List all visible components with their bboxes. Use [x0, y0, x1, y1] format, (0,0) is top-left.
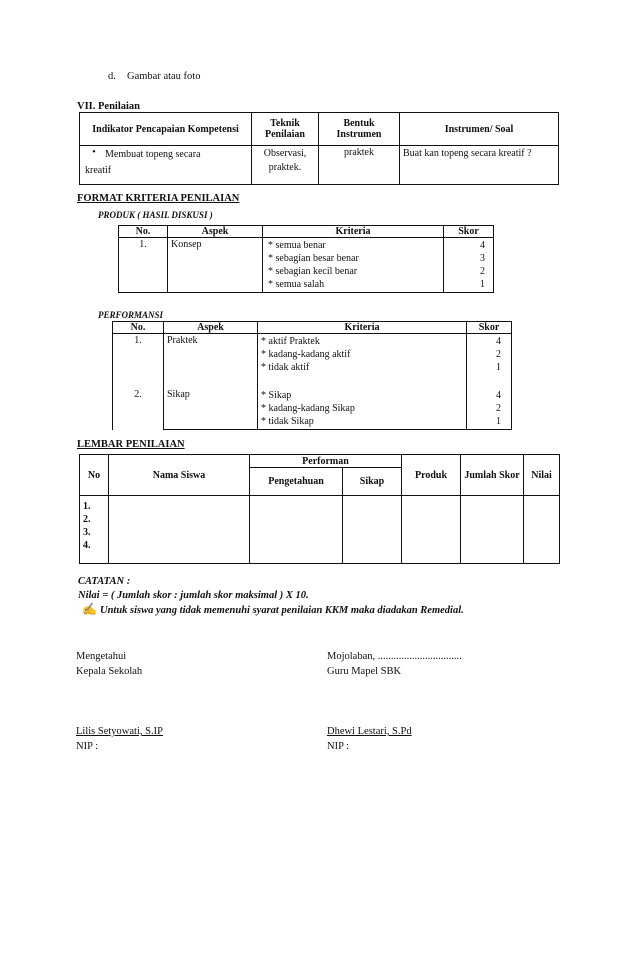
produk-title: PRODUK ( HASIL DISKUSI )	[98, 210, 213, 220]
perf-cell-skor	[467, 334, 512, 430]
perf-no-1: 1.	[134, 335, 142, 346]
lembar-header-nama: Nama Siswa	[109, 455, 250, 496]
signature-left-name-block	[76, 724, 163, 754]
lembar-cell-no	[80, 496, 109, 564]
penilaian-table	[79, 112, 559, 185]
skor-line: 1	[480, 279, 485, 290]
cell-instrumen: Buat kan topeng secara kreatif ?	[400, 146, 559, 185]
kriteria-line: * aktif Praktek	[261, 336, 320, 347]
lembar-no: 3.	[83, 527, 91, 538]
lembar-cell-nilai	[524, 496, 560, 564]
lembar-header-produk: Produk	[402, 455, 461, 496]
performansi-title: PERFORMANSI	[98, 310, 164, 320]
header-teknik: Teknik Penilaian	[252, 113, 319, 146]
skor-line: 3	[480, 253, 485, 264]
skor-line: 4	[496, 390, 501, 401]
perf-cell-kriteria	[258, 334, 467, 430]
produk-cell-aspek: Konsep	[168, 238, 263, 293]
signature-right-nip: NIP :	[327, 741, 350, 752]
signature-right-line2: Guru Mapel SBK	[327, 666, 402, 677]
kriteria-line: * semua salah	[268, 279, 325, 290]
lembar-header-pengetahuan: Pengetahuan	[250, 468, 343, 496]
signature-right-name-block	[327, 724, 412, 754]
lembar-header-jumlah: Jumlah Skor	[461, 455, 524, 496]
produk-cell-no: 1.	[119, 238, 168, 293]
perf-header-no: No.	[113, 322, 164, 334]
skor-line: 2	[496, 349, 501, 360]
produk-header-no: No.	[119, 226, 168, 238]
produk-cell-skor	[444, 238, 494, 293]
kriteria-line: * semua benar	[268, 240, 326, 251]
perf-cell-no	[113, 334, 164, 430]
kriteria-line: * sebagian kecil benar	[268, 266, 358, 277]
lembar-cell-pengetahuan	[250, 496, 343, 564]
lembar-header-nilai: Nilai	[524, 455, 560, 496]
cell-bentuk: praktek	[319, 146, 400, 185]
signature-left-line2: Kepala Sekolah	[76, 666, 143, 677]
perf-aspek-1: Praktek	[167, 335, 198, 346]
catatan-remedial: Untuk siswa yang tidak memenuhi syarat penilaian KKM maka diadakan Remedial.	[100, 605, 464, 616]
produk-header-kriteria: Kriteria	[263, 226, 444, 238]
performansi-table	[112, 321, 512, 430]
kriteria-line: * sebagian besar benar	[268, 253, 359, 264]
skor-line: 1	[496, 362, 501, 373]
signature-left-name: Lilis Setyowati, S.IP	[76, 726, 163, 737]
header-bentuk: Bentuk Instrumen	[319, 113, 400, 146]
lembar-no: 4.	[83, 540, 91, 551]
lembar-no: 2.	[83, 514, 91, 525]
kriteria-line: * kadang-kadang Sikap	[261, 403, 355, 414]
kriteria-line: * Sikap	[261, 390, 292, 401]
catatan-formula: Nilai = ( Jumlah skor : jumlah skor maksimal ) X 10.	[78, 590, 309, 601]
produk-header-aspek: Aspek	[168, 226, 263, 238]
catatan-title: CATATAN :	[78, 576, 131, 587]
lembar-header-sikap: Sikap	[343, 468, 402, 496]
signature-left-nip: NIP :	[76, 741, 99, 752]
lembar-header-no: No	[80, 455, 109, 496]
perf-cell-aspek	[164, 334, 258, 430]
kriteria-line: * tidak aktif	[261, 362, 310, 373]
signature-right-name: Dhewi Lestari, S.Pd	[327, 726, 412, 737]
format-title: FORMAT KRITERIA PENILAIAN	[77, 193, 240, 204]
produk-cell-kriteria	[263, 238, 444, 293]
produk-table	[118, 225, 494, 293]
lembar-header-performan: Performan	[250, 455, 402, 468]
produk-header-skor: Skor	[444, 226, 494, 238]
header-instrumen: Instrumen/ Soal	[400, 113, 559, 146]
skor-line: 4	[480, 240, 485, 251]
lembar-no: 1.	[83, 501, 91, 512]
cell-teknik: Observasi, praktek.	[252, 146, 319, 185]
lembar-cell-jumlah	[461, 496, 524, 564]
header-indikator: Indikator Pencapaian Kompetensi	[80, 113, 252, 146]
perf-header-kriteria: Kriteria	[258, 322, 467, 334]
kriteria-line: * kadang-kadang aktif	[261, 349, 351, 360]
cell-indikator	[80, 146, 252, 185]
skor-line: 2	[496, 403, 501, 414]
skor-line: 1	[496, 416, 501, 427]
skor-line: 2	[480, 266, 485, 277]
lembar-table	[79, 454, 560, 564]
perf-header-aspek: Aspek	[164, 322, 258, 334]
perf-header-skor: Skor	[467, 322, 512, 334]
kriteria-line: * tidak Sikap	[261, 416, 314, 427]
signature-right	[327, 649, 462, 679]
section-vii-title: VII. Penilaian	[77, 101, 141, 112]
lembar-cell-sikap	[343, 496, 402, 564]
bullet-icon: •	[92, 147, 96, 158]
list-marker-d: d.	[108, 71, 116, 82]
writing-hand-icon: ✍	[82, 602, 97, 616]
skor-line: 4	[496, 336, 501, 347]
signature-right-line1: Mojolaban, ................................	[327, 651, 462, 662]
indikator-text: Membuat topeng secara kreatif	[85, 149, 201, 176]
list-item-gambar: Gambar atau foto	[127, 71, 201, 82]
lembar-cell-produk	[402, 496, 461, 564]
perf-no-2: 2.	[134, 389, 142, 400]
lembar-title: LEMBAR PENILAIAN	[77, 439, 185, 450]
signature-left-line1: Mengetahui	[76, 651, 127, 662]
perf-aspek-2: Sikap	[167, 389, 190, 400]
signature-left	[76, 649, 142, 679]
lembar-cell-nama	[109, 496, 250, 564]
